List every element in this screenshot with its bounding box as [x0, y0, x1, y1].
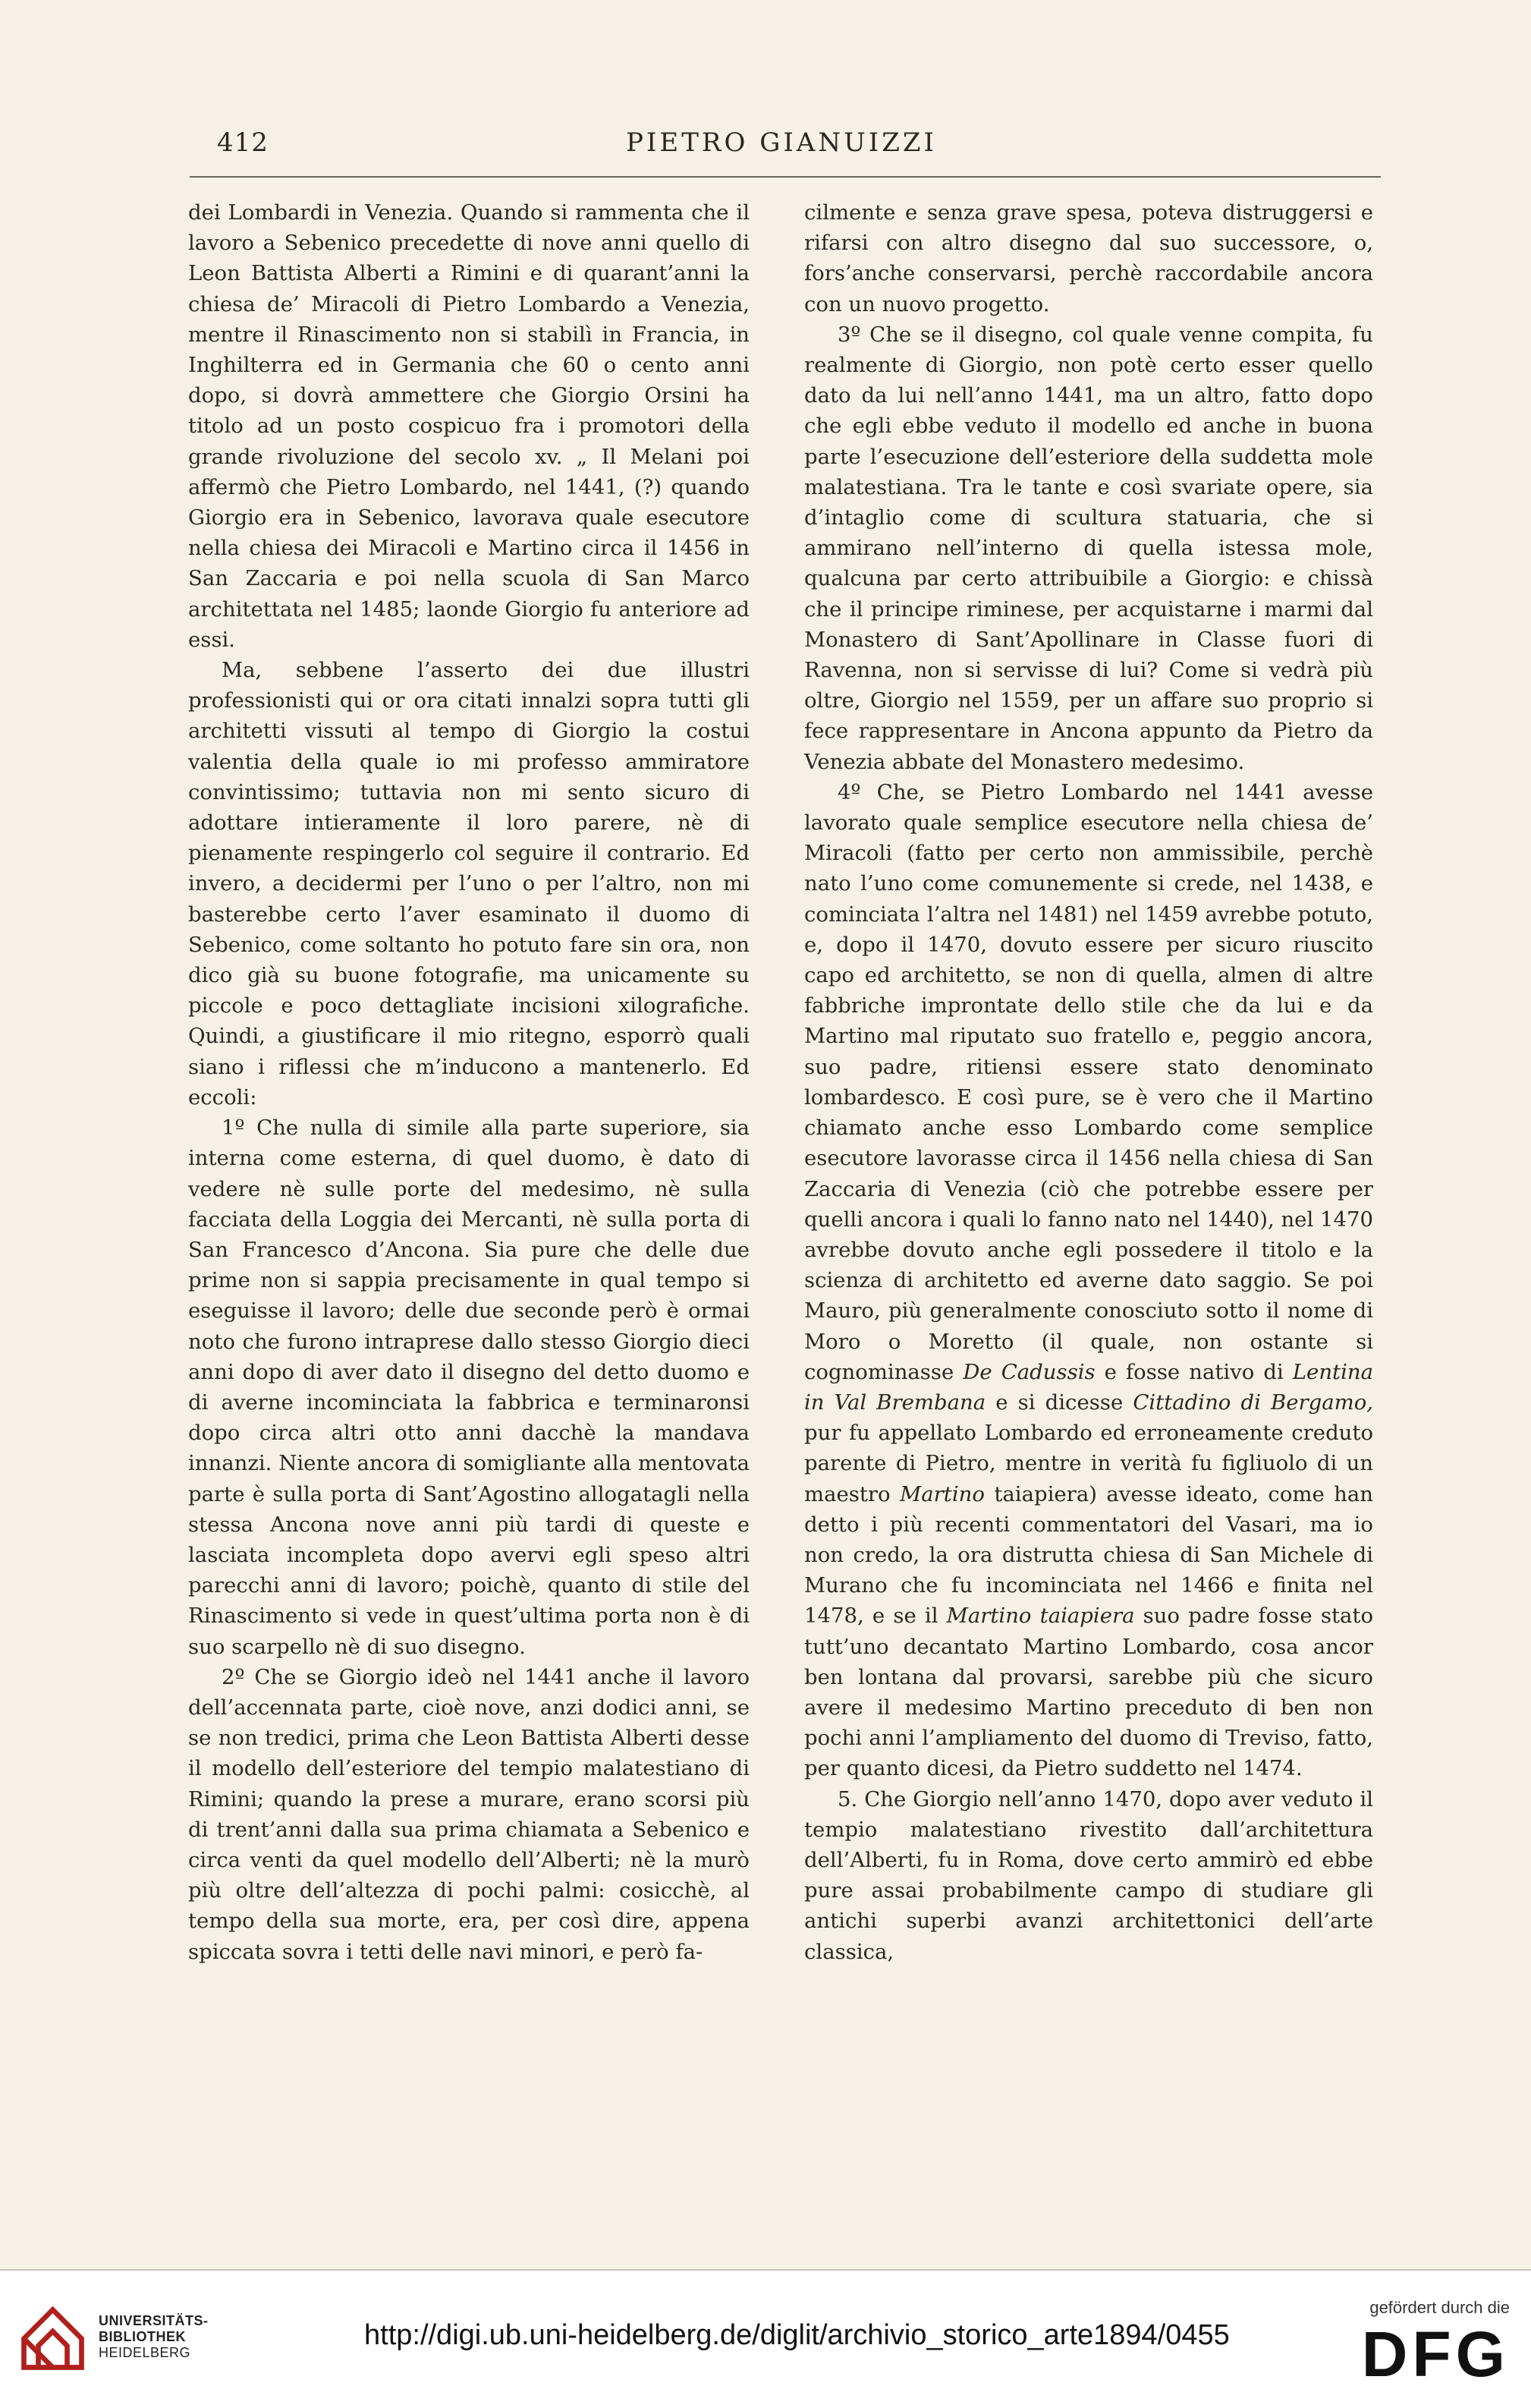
library-name-line3: HEIDELBERG: [99, 2345, 191, 2360]
header-rule: [190, 176, 1381, 178]
running-title: PIETRO GIANUIZZI: [626, 127, 937, 158]
paragraph: 1º Che nulla di simile alla parte superiore, sia interna come esterna, di quel duomo, è dato di vedere nè sulle porte del medesimo, nè sulla facciata della Loggia dei Mercanti, nè sulla porta di San Francesco d’Ancona. Sia pure che delle due prime non si sappia precisamente in qual tempo si eseguisse il lavoro; delle due seconde però è ormai noto che furono intraprese dallo stesso Giorgio dieci anni dopo di aver dato il disegno del detto duomo e di averne incominciata la fabbrica e terminaronsi dopo circa altri otto anni dacchè la mandava innanzi. Niente ancora di somigliante alla mentovata parte è sulla porta di Sant’Agostino allogatagli nella stessa Ancona nove anni più tardi di queste e lasciata incompleta dopo avervi egli speso altri parecchi anni di lavoro; poichè, quanto di stile del Rinascimento si vede in quest’ultima porta non è di suo scarpello nè di suo disegno.: [188, 1116, 750, 1659]
permalink-url[interactable]: http://digi.ub.uni-heidelberg.de/diglit/archivio_storico_arte1894/0455: [364, 2319, 1230, 2351]
paragraph: dei Lombardi in Venezia. Quando si rammenta che il lavoro a Sebenico precedette di nove anni quello di Leon Battista Alberti a Rimini e di quarant’anni la chiesa de’ Miracoli di Pietro Lombardo a Venezia, mentre il Rinascimento non si stabilì in Francia, in Inghilterra ed in Germania che 60 o cento anni dopo, si dovrà ammettere che Giorgio Orsini ha titolo ad un posto cospicuo fra i promotori della grande rivoluzione del secolo xv. „ Il Melani poi affermò che Pietro Lombardo, nel 1441, (?) quando Giorgio era in Sebenico, lavorava quale esecutore nella chiesa dei Miracoli e Martino circa il 1456 in San Zaccaria e poi nella scuola di San Marco architettata nel 1485; laonde Giorgio fu anteriore ad essi.: [188, 200, 750, 652]
paragraph: Ma, sebbene l’asserto dei due illustri professionisti qui or ora citati innalzi sopra tutti gli architetti vissuti al tempo di Giorgio la costui valentia della quale io mi professo ammiratore convintissimo; tuttavia non mi sento sicuro di adottare intieramente il loro parere, nè di pienamente respingerlo col seguire il contrario. Ed invero, a decidermi per l’uno o per l’altro, non mi basterebbe certo l’aver esaminato il duomo di Sebenico, come soltanto ho potuto fare sin ora, non dico già su buone fotografie, ma unicamente su piccole e poco dettagliate incisioni xilografiche. Quindi, a giustificare il mio ritegno, esporrò quali siano i riflessi che m’inducono a mantenerlo. Ed eccoli:: [188, 658, 750, 1110]
left-text-column: [188, 197, 750, 1967]
paragraph: cilmente e senza grave spesa, poteva distruggersi e rifarsi con altro disegno dal suo successore, o, fors’anche conservarsi, perchè raccordabile ancora con un nuovo progetto.: [804, 200, 1373, 316]
paragraph: 5. Che Giorgio nell’anno 1470, dopo aver veduto il tempio malatestiano rivestito dall’architettura dell’Alberti, fu in Roma, dove certo ammirò ed ebbe pure assai probabilmente campo di studiare gli antichi superbi avanzi architettonici dell’arte classica,: [804, 1786, 1373, 1964]
page-number: 412: [217, 127, 269, 158]
funding-label: gefördert durch die: [1369, 2298, 1510, 2317]
ub-heidelberg-logo-icon[interactable]: [17, 2303, 89, 2375]
library-name-line2: BIBLIOTHEK: [99, 2329, 186, 2344]
viewer-footer: [0, 2269, 1531, 2408]
paragraph: 4º Che, se Pietro Lombardo nel 1441 avesse lavorato quale semplice esecutore nella chiesa de’ Miracoli (fatto per certo non ammissibile, perchè nato l’uno come comunemente si crede, nel 1438, e cominciata l’altra nel 1481) nel 1459 avrebbe potuto, e, dopo il 1470, dovuto essere per sicuro riuscito capo ed architetto, se non di quella, almen di altre fabbriche improntate dello stile che da lui e da Martino mal riputato suo fratello e, peggio ancora, suo padre, ritiensi essere stato denominato lombardesco. E così pure, se è vero che il Martino chiamato anche esso Lombardo come semplice esecutore lavorasse circa il 1456 nella chiesa di San Zaccaria di Venezia (ciò che potrebbe essere per quelli ancora i quali lo fanno nato nel 1440), nel 1470 avrebbe dovuto anche egli possedere il titolo e la scienza di architetto ed averne dato saggio. Se poi Mauro, più generalmente conosciuto sotto il nome di Moro o Moretto (il quale, non ostante si cognominasse De Cadussis e fosse nativo di Lentina in Val Brembana e si dicesse Cittadino di Bergamo, pur fu appellato Lombardo ed erroneamente creduto parente di Pietro, mentre in verità fu figliuolo di un maestro Martino taiapiera) avesse ideato, come han detto i più recenti commentatori del Vasari, ma io non credo, la ora distrutta chiesa di San Michele di Murano che fu incominciata nel 1466 e finita nel 1478, e se il Martino taiapiera suo padre fosse stato tutt’uno decantato Martino Lombardo, cosa ancor ben lontana dal provarsi, sarebbe più che sicuro avere il medesimo Martino preceduto di ben non pochi anni l’ampliamento del duomo di Treviso, fatto, per quanto dicesi, da Pietro suddetto nel 1474.: [804, 779, 1374, 1781]
page-header: [182, 127, 1381, 173]
library-name-line1: UNIVERSITÄTS-: [99, 2313, 209, 2328]
funding-credit: [1361, 2298, 1510, 2390]
library-name[interactable]: [99, 2313, 209, 2361]
dfg-logo[interactable]: DFG: [1361, 2318, 1510, 2390]
paragraph: 2º Che se Giorgio ideò nel 1441 anche il lavoro dell’accennata parte, cioè nove, anzi dodici anni, se se non tredici, prima che Leon Battista Alberti desse il modello dell’esteriore del tempio malatestiano di Rimini; quando la prese a murare, erano scorsi più di trent’anni dalla sua prima chiamata a Sebenico e circa venti da quel modello dell’Alberti; nè la murò più oltre dell’altezza di pochi palmi: cosicchè, al tempo della sua morte, era, per così dire, appena spiccata sovra i tetti delle navi minori, e però fa-: [188, 1664, 750, 1964]
paragraph: 3º Che se il disegno, col quale venne compita, fu realmente di Giorgio, non potè certo esser quello dato da lui nell’anno 1441, ma un altro, fatto dopo che egli ebbe veduto il modello ed anche in buona parte l’esecuzione dell’esteriore della suddetta mole malatestiana. Tra le tante e così svariate opere, sia d’intaglio come di scultura statuaria, che si ammirano nell’interno di quella istessa mole, qualcuna par certo attribuibile a Giorgio: e chissà che il principe riminese, per acquistarne i marmi dal Monastero di Sant’Apollinare in Classe fuori di Ravenna, non si servisse di lui? Come si vedrà più oltre, Giorgio nel 1559, per un affare suo proprio si fece rappresentare in Ancona appunto da Pietro da Venezia abbate del Monastero medesimo.: [804, 322, 1373, 774]
right-text-column: [804, 197, 1373, 1967]
